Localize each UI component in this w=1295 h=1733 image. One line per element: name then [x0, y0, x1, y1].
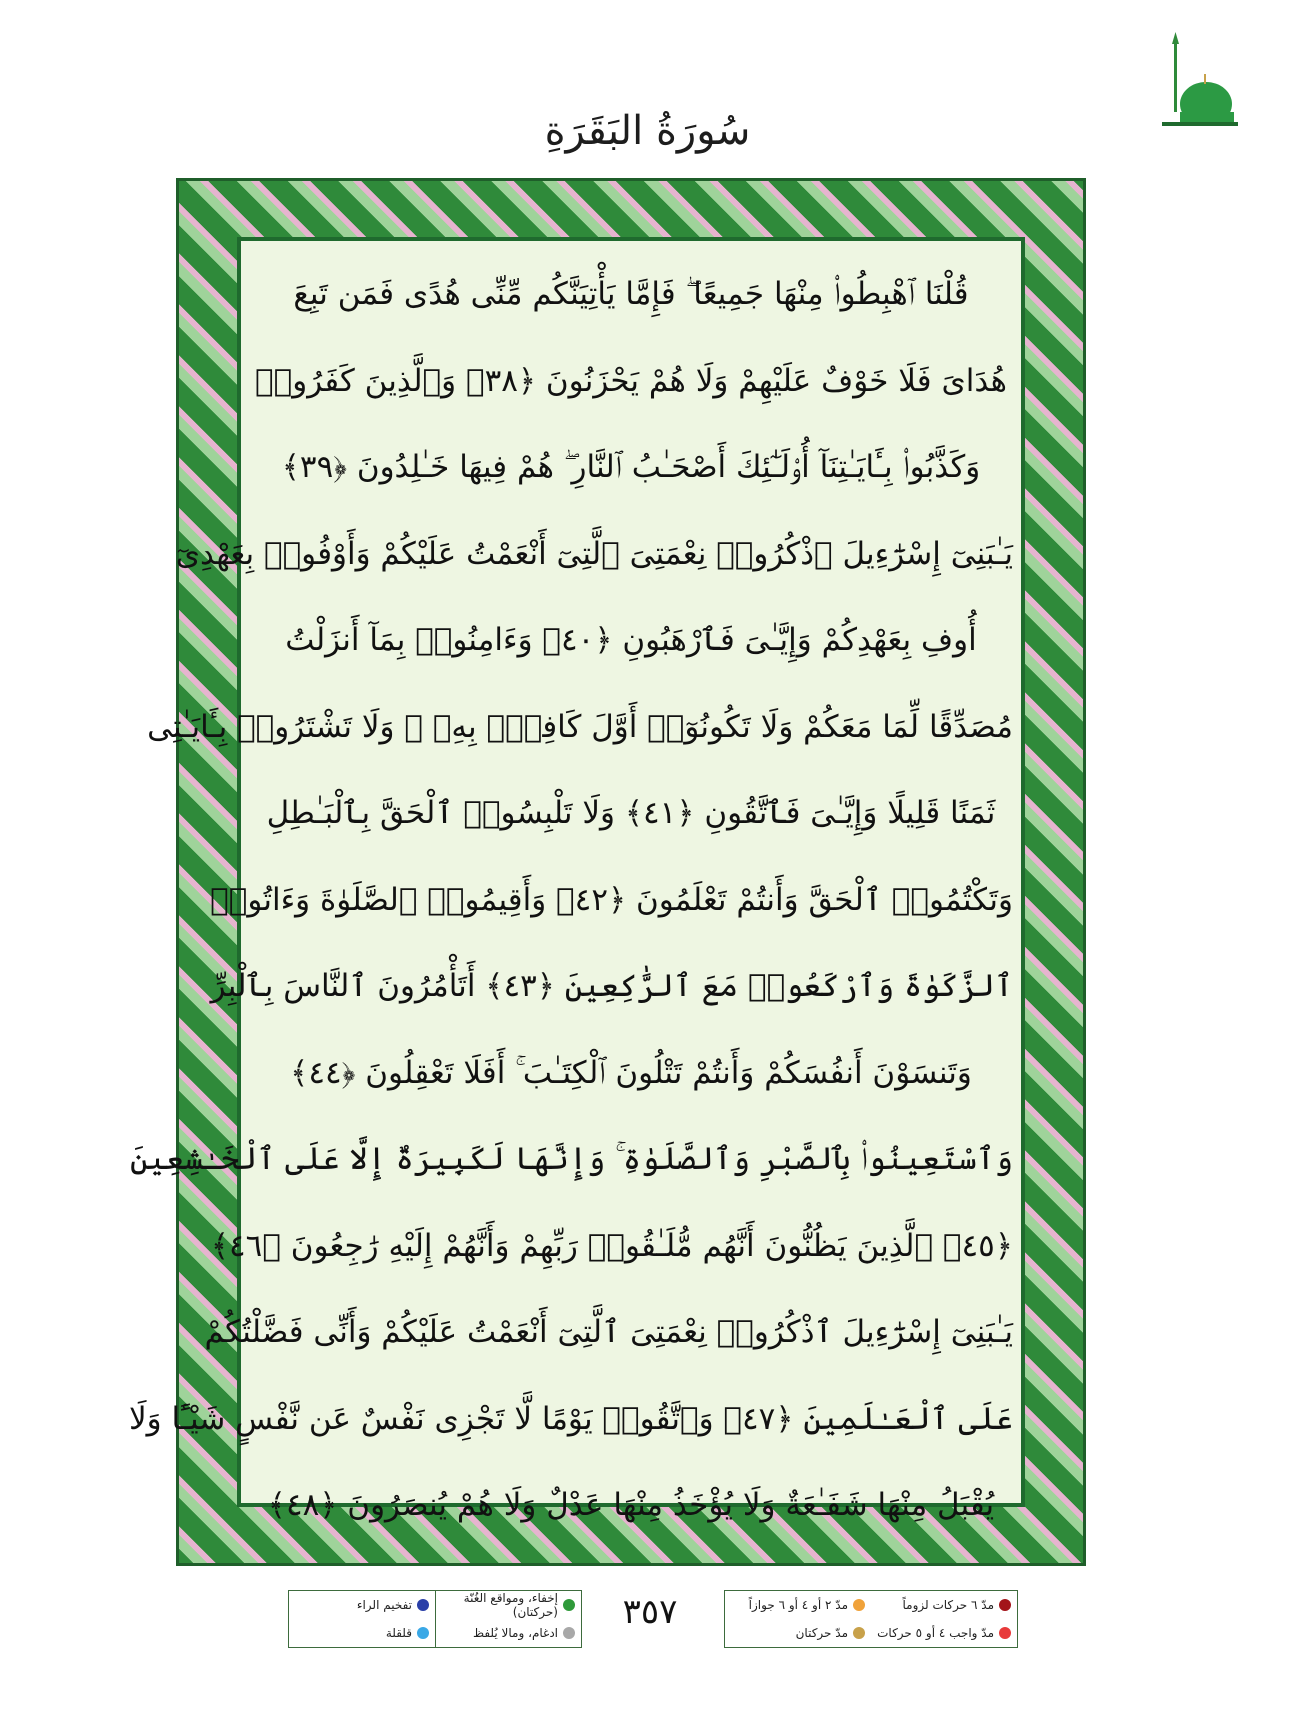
color-dot-icon [999, 1599, 1011, 1611]
verse-line: وَٱسْتَعِينُوا۟ بِٱلصَّبْرِ وَٱلصَّلَوٰةِ ۚ وَإِنَّهَا لَكَبِيرَةٌ إِلَّا عَلَى ٱلْخَـٰشِعِينَ [129, 1141, 1013, 1177]
color-dot-icon [417, 1599, 429, 1611]
surah-title: سُورَةُ البَقَرَةِ [544, 108, 751, 154]
color-dot-icon [417, 1627, 429, 1639]
tajweed-legend-madd [724, 1590, 1018, 1648]
page-text-panel [128, 237, 1025, 1523]
verse-line: وَتَكْتُمُوا۟ ٱلْحَقَّ وَأَنتُمْ تَعْلَمُونَ ﴿٤٢﴾ وَأَقِيمُوا۟ ٱلصَّلَوٰةَ وَءَاتُوا۟ [210, 881, 1013, 918]
legend-item [435, 1591, 581, 1619]
verse-text-area [128, 251, 1013, 1523]
legend-label: ادغام، ومالا يُلفظ [472, 1626, 558, 1640]
legend-label: تفخيم الراء [356, 1598, 412, 1612]
color-dot-icon [853, 1599, 865, 1611]
verse-line: يُقْبَلُ مِنْهَا شَفَـٰعَةٌ وَلَا يُؤْخَذُ مِنْهَا عَدْلٌ وَلَا هُمْ يُنصَرُونَ ﴿٤٨﴾ [267, 1487, 995, 1523]
legend-item [435, 1619, 581, 1647]
color-dot-icon [853, 1627, 865, 1639]
legend-item [289, 1619, 435, 1647]
verse-line: قُلْنَا ٱهْبِطُوا۟ مِنْهَا جَمِيعًا ۖ فَإِمَّا يَأْتِيَنَّكُم مِّنِّى هُدًى فَمَن تَبِعَ [293, 276, 969, 312]
legend-label: إخفاء، ومواقع الغُنّة (حركتان) [463, 1591, 558, 1619]
legend-label: قلقلة [385, 1626, 412, 1640]
legend-label: مدّ ٢ أو ٤ أو ٦ جوازاً [748, 1598, 848, 1612]
verse-line: مُصَدِّقًا لِّمَا مَعَكُمْ وَلَا تَكُونُوٓا۟ أَوَّلَ كَافِرٍۭ بِهِۦ ۖ وَلَا تَشْتَرُوا۟ بِـَٔايَـٰتِى [147, 708, 1013, 745]
ornamental-frame [128, 178, 1086, 1566]
mosque-dome-icon [1160, 32, 1240, 142]
color-dot-icon [563, 1627, 575, 1639]
verse-line: وَتَنسَوْنَ أَنفُسَكُمْ وَأَنتُمْ تَتْلُونَ ٱلْكِتَـٰبَ ۚ أَفَلَا تَعْقِلُونَ ﴿٤٤﴾ [290, 1054, 972, 1091]
verse-line: يَـٰبَنِىٓ إِسْرَٰٓءِيلَ ٱذْكُرُوا۟ نِعْمَتِىَ ٱلَّتِىٓ أَنْعَمْتُ عَلَيْكُمْ وَأَوْفُوا۟ بِعَهْدِىٓ [175, 535, 1013, 572]
verse-line: يَـٰبَنِىٓ إِسْرَٰٓءِيلَ ٱذْكُرُوا۟ نِعْمَتِىَ ٱلَّتِىٓ أَنْعَمْتُ عَلَيْكُمْ وَأَنِّى فَضَّلْتُكُمْ [204, 1314, 1013, 1350]
legend-item [871, 1591, 1017, 1619]
legend-label: مدّ واجب ٤ أو ٥ حركات [877, 1626, 994, 1640]
verse-line: هُدَاىَ فَلَا خَوْفٌ عَلَيْهِمْ وَلَا هُمْ يَحْزَنُونَ ﴿٣٨﴾ وَٱلَّذِينَ كَفَرُوا۟ [255, 362, 1007, 399]
legend-label: مدّ حركتان [795, 1626, 848, 1640]
legend-label: مدّ ٦ حركات لزوماً [902, 1598, 994, 1612]
legend-item [871, 1619, 1017, 1647]
verse-line: أُوفِ بِعَهْدِكُمْ وَإِيَّـٰىَ فَٱرْهَبُونِ ﴿٤٠﴾ وَءَامِنُوا۟ بِمَآ أَنزَلْتُ [285, 622, 977, 658]
legend-item [725, 1591, 871, 1619]
verse-line: وَكَذَّبُوا۟ بِـَٔايَـٰتِنَآ أُو۟لَـٰٓئِكَ أَصْحَـٰبُ ٱلنَّارِ ۖ هُمْ فِيهَا خَـٰلِدُونَ ﴿٣٩﴾ [281, 449, 981, 485]
page-number: ٣٥٧ [622, 1592, 678, 1632]
verse-line: ﴿٤٥﴾ ٱلَّذِينَ يَظُنُّونَ أَنَّهُم مُّلَـٰقُوا۟ رَبِّهِمْ وَأَنَّهُمْ إِلَيْهِ رَٰجِعُونَ ﴿٤٦﴾ [210, 1227, 1013, 1264]
verse-line: ثَمَنًا قَلِيلًا وَإِيَّـٰىَ فَٱتَّقُونِ ﴿٤١﴾ وَلَا تَلْبِسُوا۟ ٱلْحَقَّ بِٱلْبَـٰطِلِ [266, 795, 996, 831]
legend-item [289, 1591, 435, 1619]
tajweed-legend-ghunna [288, 1590, 582, 1648]
verse-line: ٱلزَّكَوٰةَ وَٱرْكَعُوا۟ مَعَ ٱلرَّٰكِعِينَ ﴿٤٣﴾ أَتَأْمُرُونَ ٱلنَّاسَ بِٱلْبِرِّ [210, 968, 1013, 1004]
color-dot-icon [999, 1627, 1011, 1639]
verse-line: عَلَى ٱلْعَـٰلَمِينَ ﴿٤٧﴾ وَٱتَّقُوا۟ يَوْمًا لَّا تَجْزِى نَفْسٌ عَن نَّفْسٍ شَيْـًٔا وَلَا [128, 1400, 1013, 1437]
legend-item [725, 1619, 871, 1647]
color-dot-icon [563, 1599, 575, 1611]
